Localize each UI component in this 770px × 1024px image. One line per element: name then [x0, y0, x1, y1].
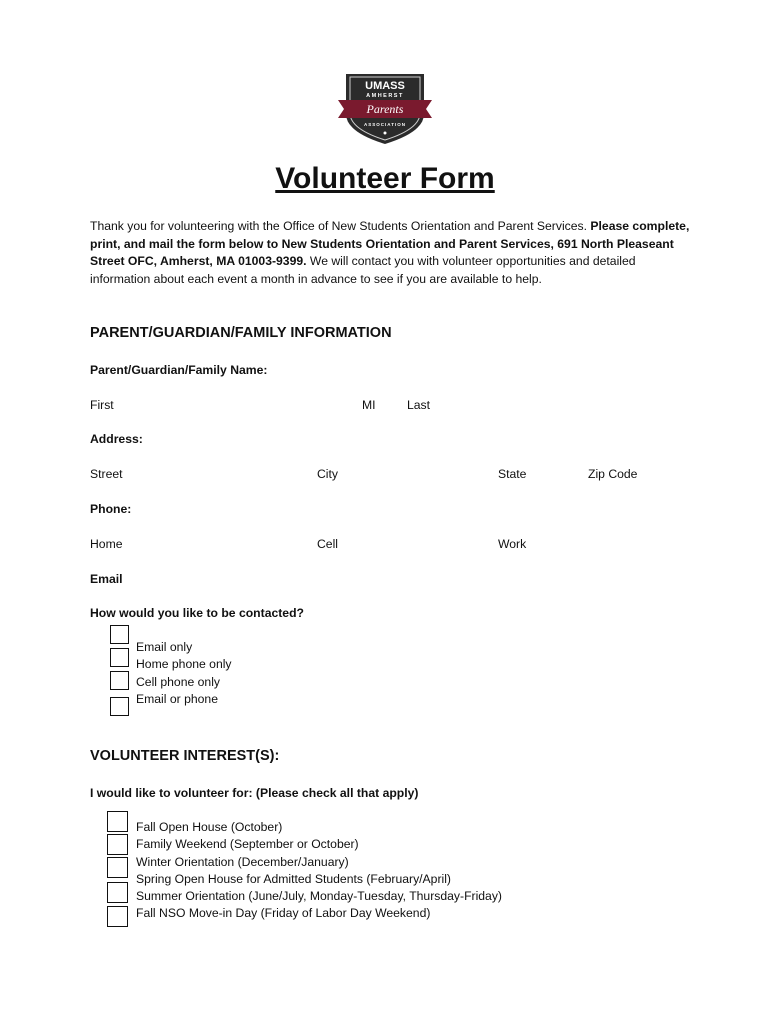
intro-bold-text: Please complete, print, and mail the form below to New Students Orientation and Parent Services, 691 North Pleaseant Street OFC, Amherst, MA 01003-9399. — [90, 219, 690, 268]
volunteer-options-list — [136, 819, 502, 923]
name-label: Parent/Guardian/Family Name: — [90, 363, 268, 377]
logo-amherst-text: AMHERST — [366, 93, 404, 99]
volunteer-option-label: Family Weekend (September or October) — [136, 837, 359, 852]
state-field[interactable]: State — [498, 467, 527, 481]
checkbox-fall-open-house[interactable] — [107, 811, 128, 832]
middle-initial-field[interactable]: MI — [362, 398, 376, 412]
page-title: Volunteer Form — [275, 162, 495, 195]
checkbox-email-only[interactable] — [110, 625, 129, 644]
umass-parents-logo — [338, 70, 432, 146]
last-name-field[interactable]: Last — [407, 398, 431, 412]
contact-options-list — [136, 639, 232, 708]
checkbox-family-weekend[interactable] — [107, 834, 128, 855]
email-field[interactable]: Email — [90, 572, 123, 586]
checkbox-winter-orientation[interactable] — [107, 857, 128, 878]
city-field[interactable]: City — [317, 467, 338, 481]
contact-option-label: Email or phone — [136, 691, 218, 706]
volunteer-option-label: Fall NSO Move-in Day (Friday of Labor Day Weekend) — [136, 906, 431, 921]
phone-label: Phone: — [90, 502, 132, 516]
volunteer-option-label: Winter Orientation (December/January) — [136, 854, 349, 869]
work-phone-field[interactable]: Work — [498, 537, 527, 551]
checkbox-summer-orientation[interactable] — [107, 906, 128, 927]
zip-code-field[interactable]: Zip Code — [588, 467, 638, 481]
intro-paragraph — [90, 218, 690, 288]
parent-section-heading: PARENT/GUARDIAN/FAMILY INFORMATION — [90, 325, 392, 341]
intro-text-2: We will contact you with volunteer opportunities and detailed information about each event a month in advance to see if you are available to help. — [90, 254, 636, 286]
logo-parents-text: Parents — [366, 102, 404, 116]
checkbox-email-or-phone[interactable] — [110, 697, 129, 716]
volunteer-prompt: I would like to volunteer for: (Please check all that apply) — [90, 786, 419, 800]
checkbox-cell-phone-only[interactable] — [110, 671, 129, 690]
logo-dot — [384, 132, 387, 135]
address-label: Address: — [90, 432, 143, 446]
volunteer-option-label: Fall Open House (October) — [136, 820, 283, 834]
contact-option-label: Cell phone only — [136, 674, 221, 689]
volunteer-section-heading: VOLUNTEER INTEREST(S): — [90, 748, 280, 764]
contact-option-label: Home phone only — [136, 657, 232, 672]
intro-text-1: Thank you for volunteering with the Office of New Students Orientation and Parent Services. — [90, 219, 591, 233]
first-name-field[interactable]: First — [90, 398, 114, 412]
volunteer-option-label: Summer Orientation (June/July, Monday-Tuesday, Thursday-Friday) — [136, 889, 502, 904]
contact-question: How would you like to be contacted? — [90, 606, 304, 620]
logo-umass-text: UMASS — [365, 80, 405, 92]
street-field[interactable]: Street — [90, 467, 123, 481]
home-phone-field[interactable]: Home — [90, 537, 123, 551]
logo-association-text: ASSOCIATION — [364, 122, 406, 127]
checkbox-home-phone-only[interactable] — [110, 648, 129, 667]
cell-phone-field[interactable]: Cell — [317, 537, 338, 551]
contact-option-label: Email only — [136, 640, 193, 654]
checkbox-spring-open-house[interactable] — [107, 882, 128, 903]
volunteer-option-label: Spring Open House for Admitted Students (February/April) — [136, 871, 451, 886]
